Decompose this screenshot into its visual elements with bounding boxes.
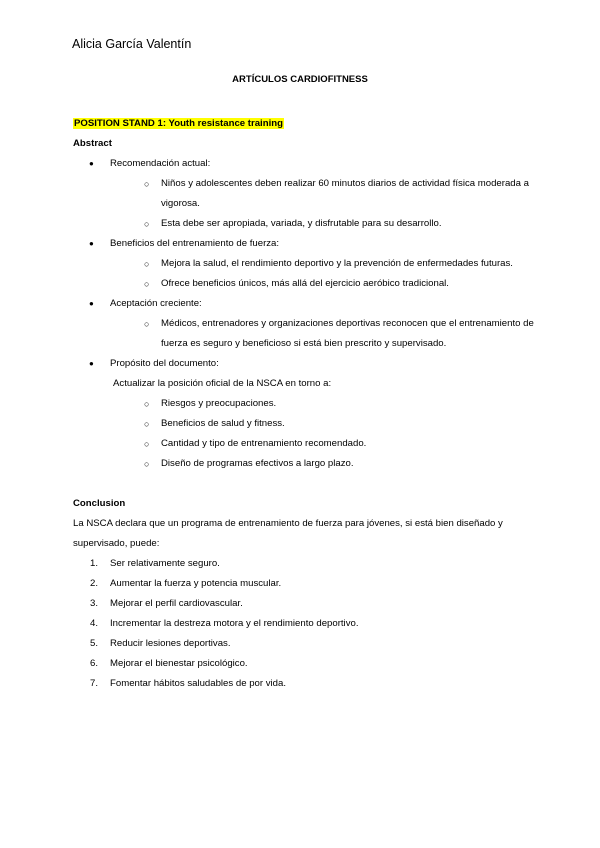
- purpose-intro: Actualizar la posición oficial de la NSCA en torno a:: [113, 378, 332, 389]
- abstract-heading: Abstract: [73, 138, 112, 149]
- abstract-subitem: ○ Cantidad y tipo de entrenamiento recomendado.: [110, 434, 543, 454]
- item-number: 6.: [90, 658, 99, 669]
- author-name: Alicia García Valentín: [72, 37, 192, 51]
- abstract-subitem: ○ Beneficios de salud y fitness.: [110, 414, 543, 434]
- abstract-subitem: ○ Riesgos y preocupaciones.: [110, 394, 543, 414]
- conclusion-item: [73, 634, 543, 654]
- conclusion-item: [73, 614, 543, 634]
- item-text: Incrementar la destreza motora y el rendimiento deportivo.: [110, 618, 359, 629]
- item-number: 5.: [90, 638, 99, 649]
- abstract-sublist: [110, 314, 543, 354]
- abstract-subitem: ○ Médicos, entrenadores y organizaciones deportivas reconocen que el entrenamiento de fuerza es seguro y beneficioso si está bien prescrito y supervisado.: [110, 314, 543, 354]
- abstract-list: [73, 154, 543, 474]
- item-text: Reducir lesiones deportivas.: [110, 638, 231, 649]
- position-stand-highlight: POSITION STAND 1: Youth resistance training: [74, 118, 283, 129]
- page-title: ARTÍCULOS CARDIOFITNESS: [232, 74, 368, 85]
- item-text: Mejorar el bienestar psicológico.: [110, 658, 248, 669]
- conclusion-item: [73, 574, 543, 594]
- abstract-sublist: [110, 174, 543, 234]
- item-number: 2.: [90, 578, 99, 589]
- abstract-item-label: Recomendación actual:: [110, 158, 211, 169]
- abstract-item: [73, 154, 543, 234]
- abstract-sublist: [110, 394, 543, 474]
- abstract-subitem: ○ Esta debe ser apropiada, variada, y disfrutable para su desarrollo.: [110, 214, 543, 234]
- item-text: Aumentar la fuerza y potencia muscular.: [110, 578, 282, 589]
- abstract-subitem: ○ Ofrece beneficios únicos, más allá del ejercicio aeróbico tradicional.: [110, 274, 543, 294]
- conclusion-heading: Conclusion: [73, 498, 126, 509]
- item-text: Ser relativamente seguro.: [110, 558, 220, 569]
- abstract-subitem: ○ Diseño de programas efectivos a largo plazo.: [110, 454, 543, 474]
- item-number: 7.: [90, 678, 99, 689]
- position-stand-heading: [73, 114, 543, 134]
- abstract-item: [73, 294, 543, 354]
- abstract-item: [73, 354, 543, 474]
- item-number: 4.: [90, 618, 99, 629]
- section-gap: [73, 474, 543, 494]
- abstract-item: [73, 234, 543, 294]
- abstract-subitem: ○ Mejora la salud, el rendimiento deportivo y la prevención de enfermedades futuras.: [110, 254, 543, 274]
- item-text: Mejorar el perfil cardiovascular.: [110, 598, 243, 609]
- item-text: Fomentar hábitos saludables de por vida.: [110, 678, 286, 689]
- abstract-item-label: Propósito del documento:: [110, 358, 219, 369]
- conclusion-item: [73, 554, 543, 574]
- abstract-item-label: Beneficios del entrenamiento de fuerza:: [110, 238, 280, 249]
- abstract-item-label: Aceptación creciente:: [110, 298, 202, 309]
- conclusion-list: [73, 554, 543, 694]
- conclusion-item: [73, 674, 543, 694]
- abstract-sublist: [110, 254, 543, 294]
- item-number: 1.: [90, 558, 99, 569]
- conclusion-intro: La NSCA declara que un programa de entrenamiento de fuerza para jóvenes, si está bien diseñado y supervisado, puede:: [73, 518, 503, 549]
- conclusion-item: [73, 654, 543, 674]
- conclusion-item: [73, 594, 543, 614]
- item-number: 3.: [90, 598, 99, 609]
- document-body: [73, 114, 543, 694]
- abstract-subitem: ○ Niños y adolescentes deben realizar 60 minutos diarios de actividad física moderada a vigorosa.: [110, 174, 543, 214]
